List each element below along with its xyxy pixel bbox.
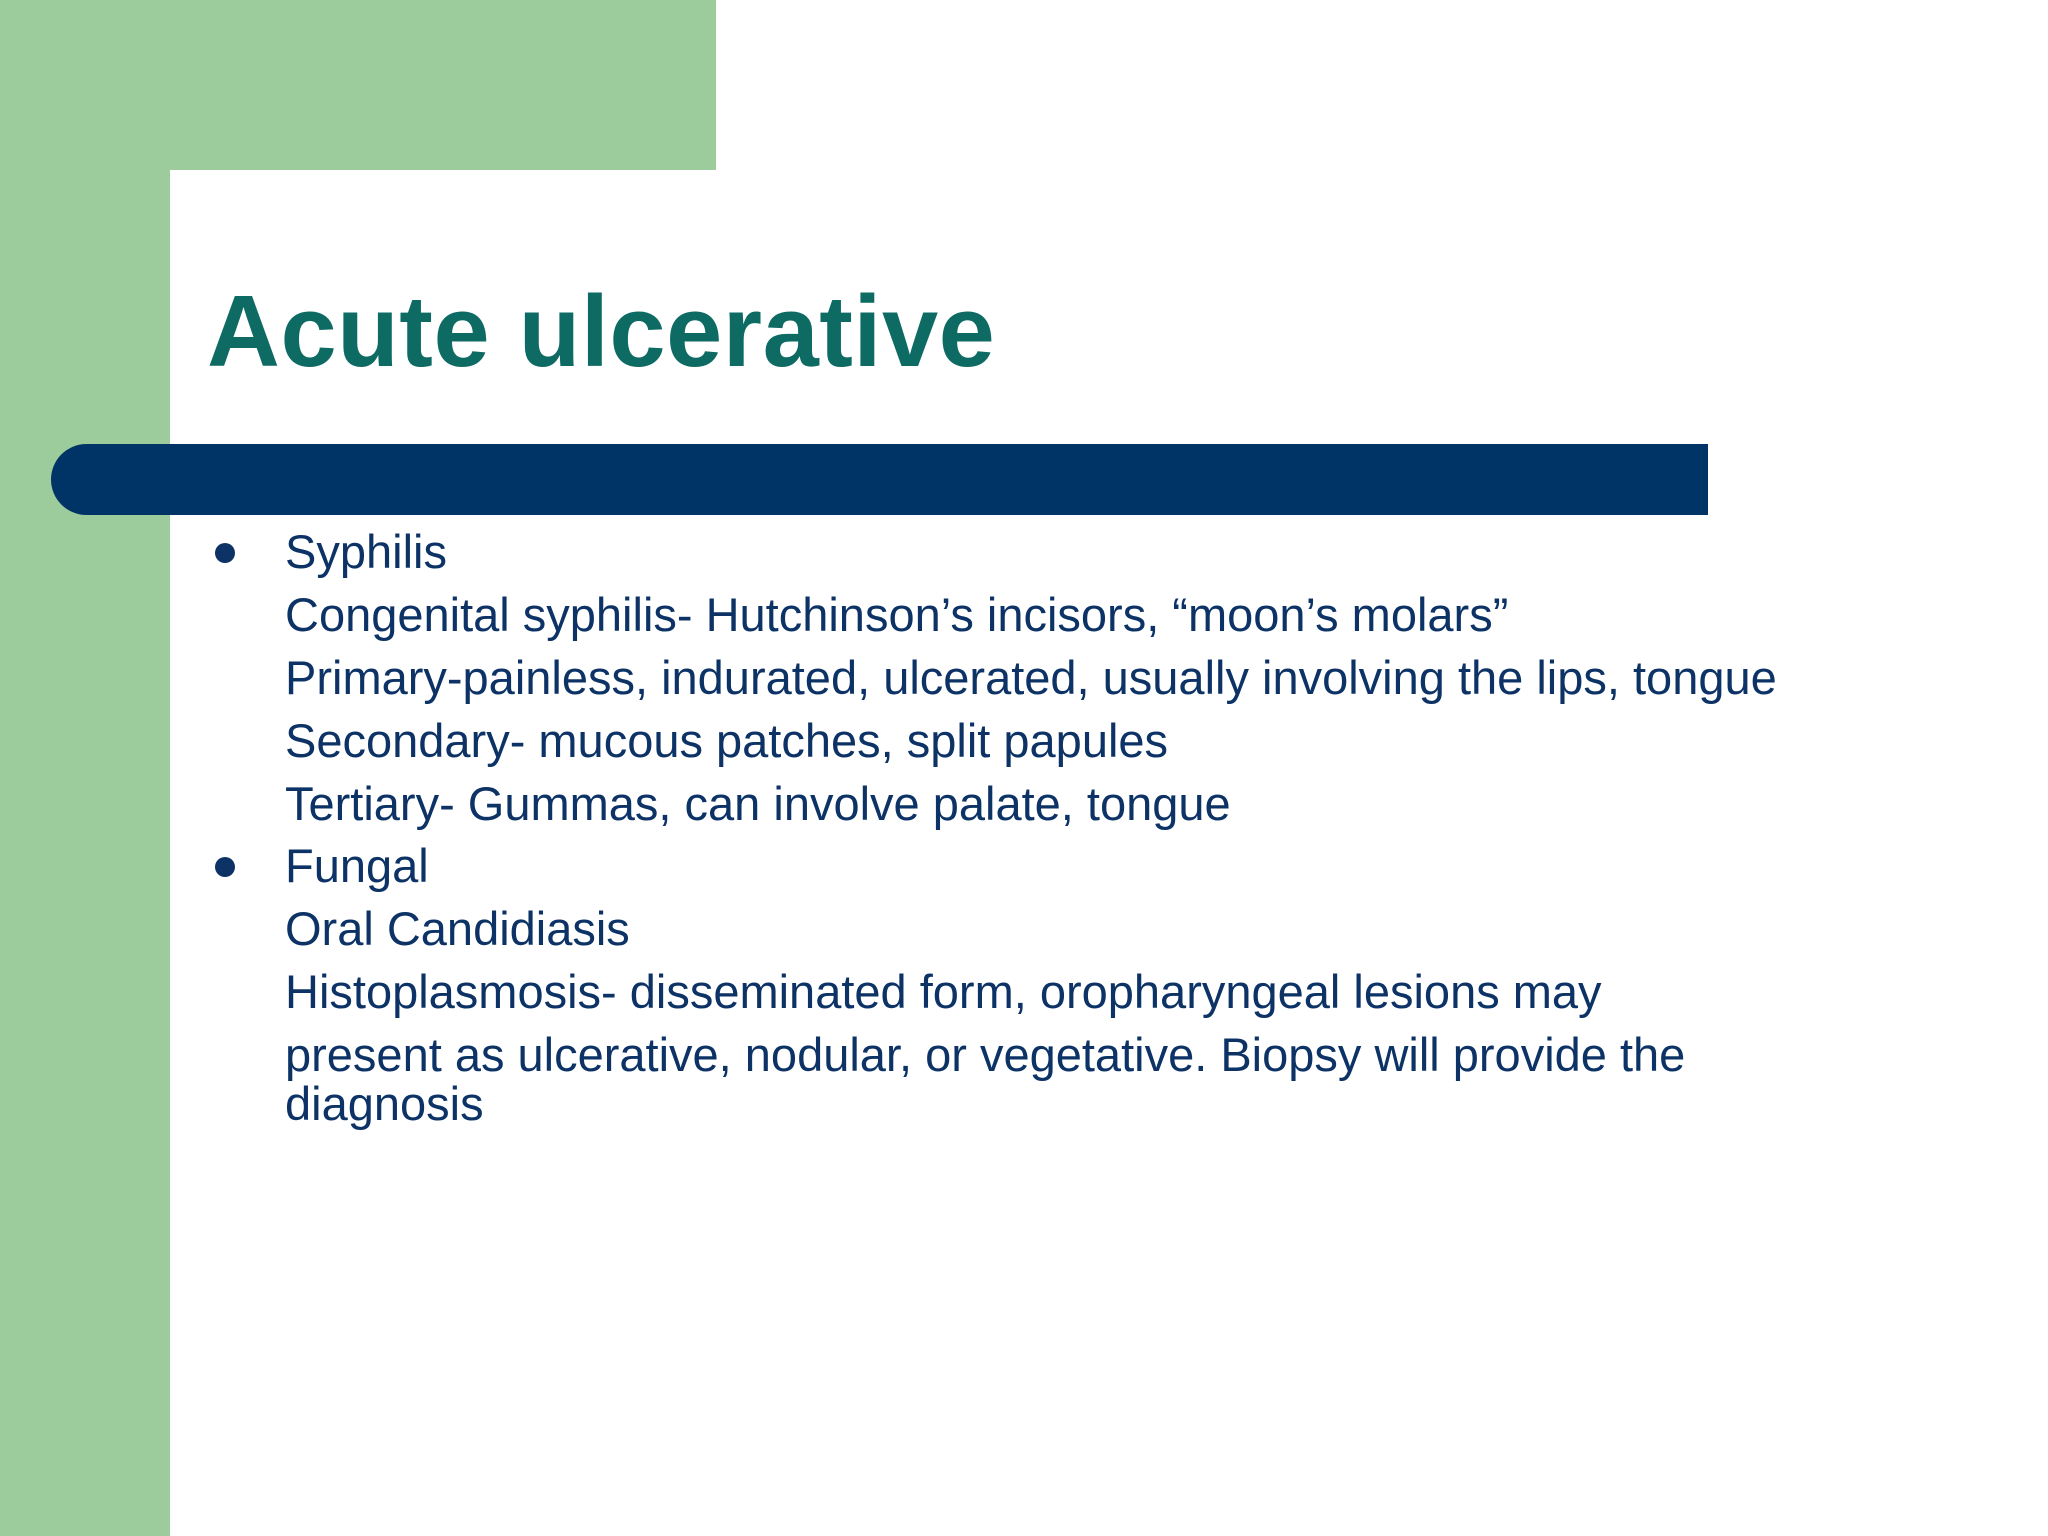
list-item [207,839,1857,893]
list-item [207,965,1857,1019]
list-item [207,776,1857,830]
list-item-text: Primary-painless, indurated, ulcerated, usually involving the lips, tongue [285,650,1777,704]
list-item-text: Secondary- mucous patches, split papules [285,713,1169,767]
list-item-text: Histoplasmosis- disseminated form, oropharyngeal lesions may [285,965,1602,1019]
bullet-icon [215,857,235,877]
decorative-green-band-left [0,0,170,1536]
bullet-list [207,525,1857,1143]
list-item [207,1028,1857,1130]
list-item [207,525,1857,578]
list-item [207,587,1857,641]
list-item [207,713,1857,767]
slide-title: Acute ulcerative [207,276,996,388]
list-item-text: Syphilis [285,525,447,578]
list-item-text: Fungal [285,839,429,893]
list-item-text: Congenital syphilis- Hutchinson’s incisors, “moon’s molars” [285,587,1509,641]
list-item-text: Tertiary- Gummas, can involve palate, tongue [285,776,1231,830]
bullet-icon [215,543,235,563]
decorative-title-bar [51,444,1708,515]
list-item-text: present as ulcerative, nodular, or vegetative. Biopsy will provide the diagnosis [285,1028,1686,1130]
list-item-text: Oral Candidiasis [285,902,630,956]
list-item [207,902,1857,956]
decorative-green-band-top [0,0,716,170]
list-item [207,650,1857,704]
